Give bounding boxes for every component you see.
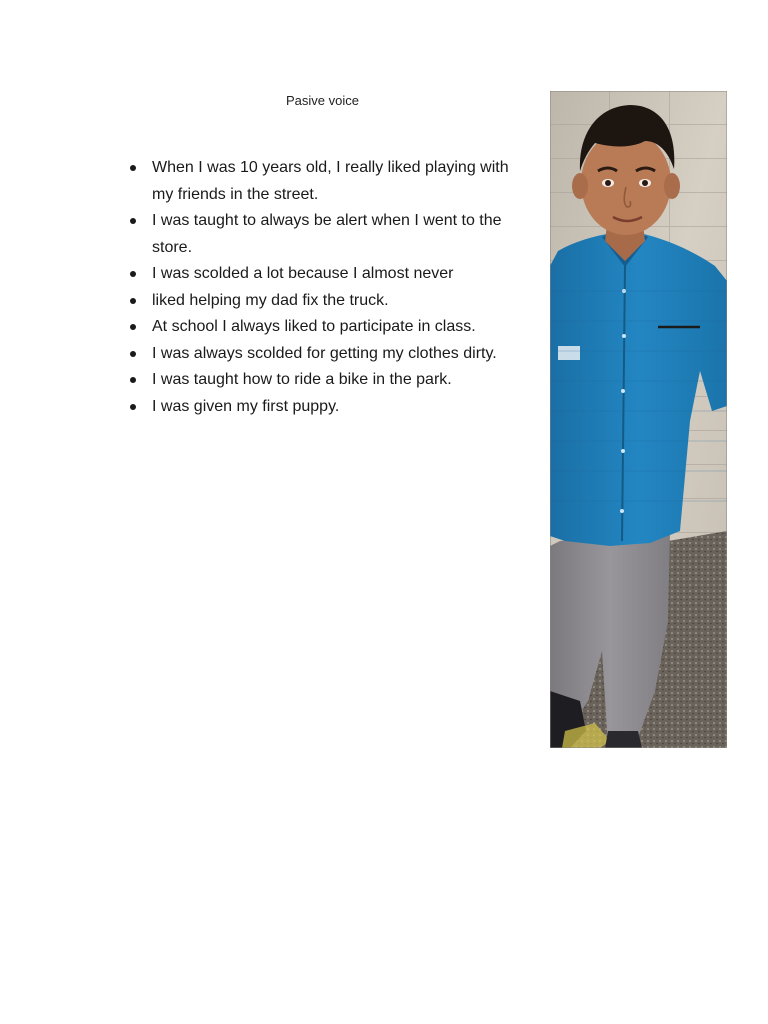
list-item: At school I always liked to participate in class.	[128, 314, 533, 341]
boy-photo	[550, 91, 727, 748]
list-item: I was scolded a lot because I almost never	[128, 261, 533, 288]
list-item: When I was 10 years old, I really liked playing with my friends in the street.	[128, 155, 533, 208]
list-item: I was always scolded for getting my clothes dirty.	[128, 341, 533, 368]
face	[581, 131, 671, 235]
list-item: I was taught how to ride a bike in the park.	[128, 367, 533, 394]
list-item: liked helping my dad fix the truck.	[128, 288, 533, 315]
list-item: I was given my first puppy.	[128, 394, 533, 421]
page-title: Pasive voice	[286, 93, 359, 108]
bullet-list	[128, 155, 533, 420]
list-item: I was taught to always be alert when I went to the store.	[128, 208, 533, 261]
